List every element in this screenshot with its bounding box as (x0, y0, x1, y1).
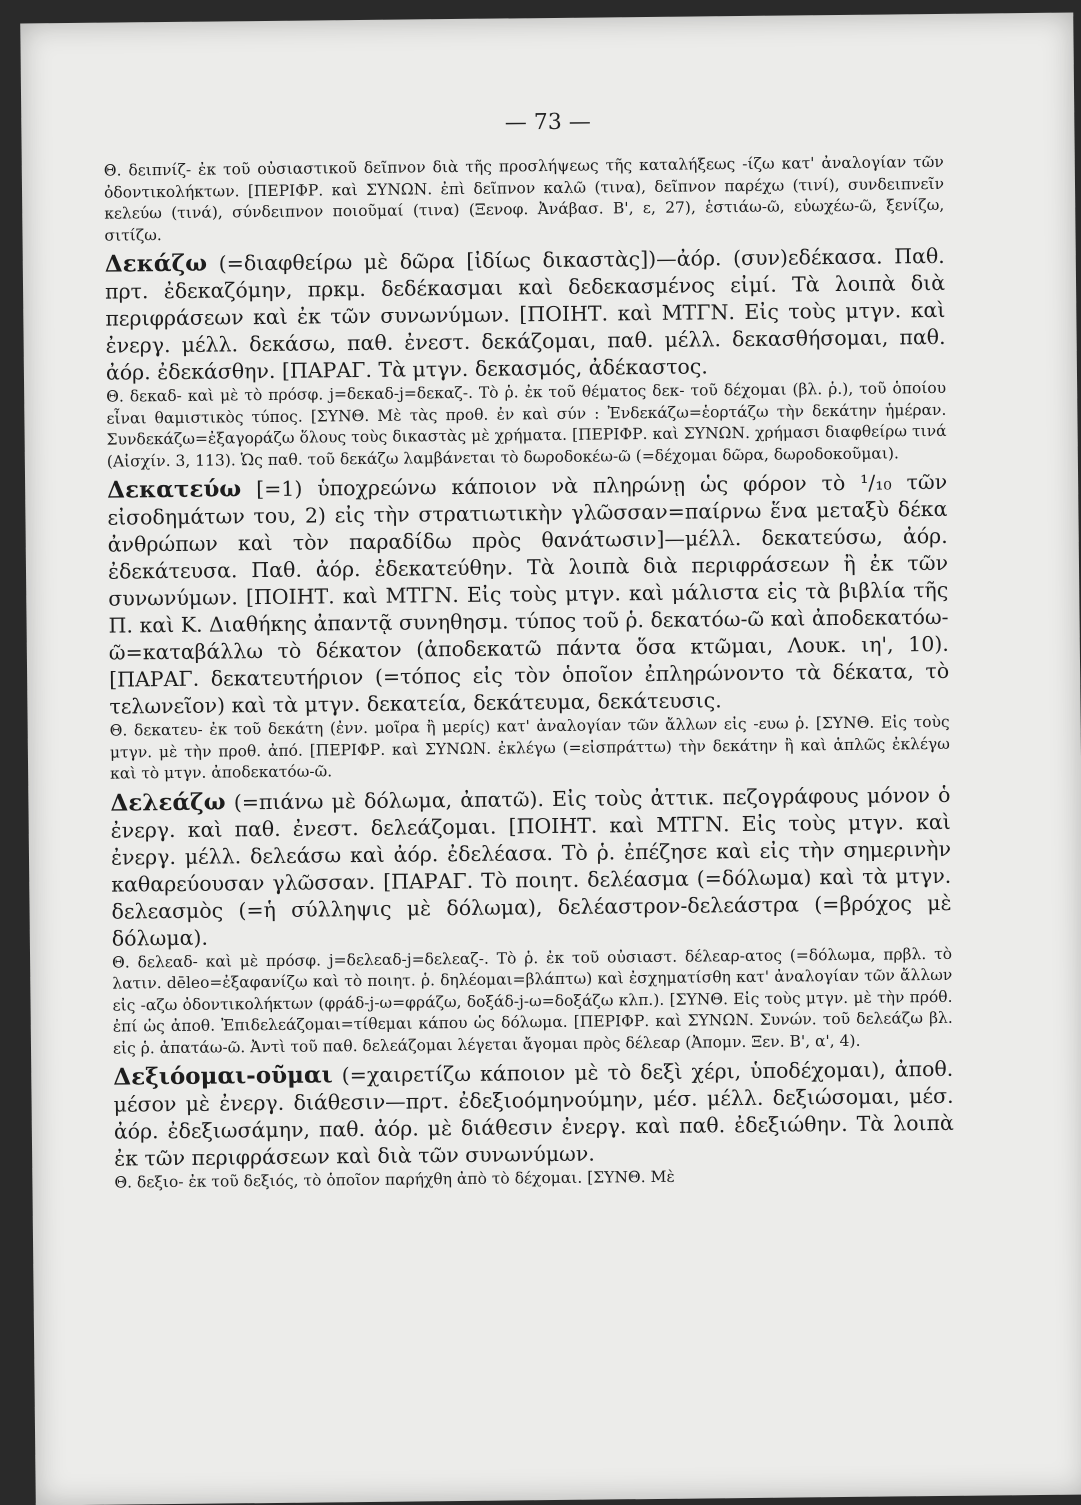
etymology-note-dekazo: Θ. δεκαδ- καὶ μὲ τὸ πρόσφ. j=δεκαδ-j=δεκαζ-. Τὸ ῥ. ἐκ τοῦ θέματος δεκ- τοῦ δέχομαι (βλ. ῥ.), τοῦ ὁποίου εἶναι θαμιστικὸς τύπος. [ΣΥΝΘ. Μὲ τὰς προθ. ἐν καὶ σύν : Ἐνδεκάζω=ἑορτάζω τὴν δεκάτην ἡμέραν. Συνδεκάζω=ἐξαγοράζω ὅλους τοὺς δικαστὰς μὲ χρήματα. [ΠΕΡΙΦΡ. καὶ ΣΥΝΩΝ. χρήμασι διαφθείρω τινά (Αἰσχίν. 3, 113). Ὡς παθ. τοῦ δεκάζω λαμβάνεται τὸ δωροδοκέω-ῶ (=δέχομαι δῶρα, δωροδοκοῦμαι). (106, 378, 947, 471)
entry-deleazo (110, 780, 952, 952)
page-content (104, 152, 955, 1194)
etymology-note-dexioomai: Θ. δεξιο- ἐκ τοῦ δεξιός, τὸ ὁποῖον παρήχθη ἀπὸ τὸ δέχομαι. [ΣΥΝΘ. Μὲ (114, 1167, 675, 1192)
entry-body: [=1) ὑποχρεώνω κάποιον νὰ πληρώνῃ ὡς φόρον τὸ ¹/₁₀ τῶν εἰσοδημάτων του, 2) εἰς τὴν στρατιωτικὴν γλῶσσαν=παίρνω ἕνα μεταξὺ δέκα ἀνθρώπων καὶ τὸν παραδίδω πρὸς θανάτωσιν]—μέλλ. δεκατεύσω, ἀόρ. ἐδεκάτευσα. Παθ. ἀόρ. ἐδεκατεύθην. Τὰ λοιπὰ διὰ περιφράσεων ἢ ἐκ τῶν συνωνύμων. [ΠΟΙΗΤ. καὶ ΜΤΓΝ. Εἰς τοὺς μτγν. καὶ μάλιστα εἰς τὰ βιβλία τῆς Π. καὶ Κ. Διαθήκης ἀπαντᾷ συνηθησμ. τύπος τοῦ ῥ. δεκατόω-ῶ καὶ ἀποδεκατόω-ῶ=καταβάλλω τὸ δέκατον (ἀποδεκατῶ πάντα ὅσα κτῶμαι, Λουκ. ιη', 10). [ΠΑΡΑΓ. δεκατευτήριον (=τόπος εἰς τὸν ὁποῖον ἐπληρώνοντο τὰ δέκατα, τὸ τελωνεῖον) καὶ τὰ μτγν. δεκατεία, δεκάτευμα, δεκάτευσις. (107, 469, 950, 719)
etymology-note-deleazo: Θ. δελεαδ- καὶ μὲ πρόσφ. j=δελεαδ-j=δελεαζ-. Τὸ ῥ. ἐκ τοῦ οὐσιαστ. δέλεαρ-ατος (=δόλωμα, πρβλ. τὸ λατιν. dēleo=ἐξαφανίζω καὶ τὸ ποιητ. ῥ. δηλέομαι=βλάπτω) καὶ ἐσχηματίσθη κατ' ἀναλογίαν τῶν ἄλλων εἰς -αζω ὀδοντικολήκτων (φράδ-j-ω=φράζω, δοξάδ-j-ω=δοξάζω κλπ.). [ΣΥΝΘ. Εἰς τοὺς μτγν. μὲ τὴν πρόθ. ἐπί ὡς ἀποθ. Ἐπιδελεάζομαι=τίθεμαι κάπου ὡς δόλωμα. [ΠΕΡΙΦΡ. καὶ ΣΥΝΩΝ. Συνών. τοῦ δελεάζω βλ. εἰς ῥ. ἀπατάω-ῶ. Ἀντὶ τοῦ παθ. δελεάζομαι λέγεται ἄγομαι πρὸς δέλεαρ (Ἀπομν. Ξεν. Β', α', 4). (112, 944, 953, 1058)
entry-body: (=πιάνω μὲ δόλωμα, ἀπατῶ). Εἰς τοὺς ἀττικ. πεζογράφους μόνον ὁ ἐνεργ. καὶ παθ. ἐνεστ. δελεάζομαι. [ΠΟΙΗΤ. καὶ ΜΤΓΝ. Εἰς τοὺς μτγν. καὶ ἐνεργ. μέλλ. δελεάσω καὶ ἀόρ. ἐδελέασα. Τὸ ῥ. ἐπέζησε καὶ εἰς τὴν σημερινὴν καθαρεύουσαν γλῶσσαν. [ΠΑΡΑΓ. Τὸ ποιητ. δελέασμα (=δόλωμα) καὶ τὰ μτγν. δελεασμὸς (=ἡ σύλληψις μὲ δόλωμα), δελέαστρον-δελεάστρα (=βρόχος μὲ δόλωμα). (110, 782, 952, 951)
entry-dexioomai (113, 1055, 954, 1173)
etymology-note-dekateuo: Θ. δεκατευ- ἐκ τοῦ δεκάτη (ἐνν. μοῖρα ἢ μερίς) κατ' ἀναλογίαν τῶν ἄλλων εἰς -ευω ῥ. [ΣΥΝΘ. Εἰς τοὺς μτγν. μὲ τὴν προθ. ἀπό. [ΠΕΡΙΦΡ. καὶ ΣΥΝΩΝ. ἐκλέγω (=εἰσπράττω) τὴν δεκάτην ἢ καὶ ἁπλῶς ἐκλέγω καὶ τὸ μτγν. ἀποδεκατόω-ῶ. (109, 712, 950, 783)
page-number: — 73 — (504, 109, 591, 136)
etymology-note-deipnizo: Θ. δειπνίζ- ἐκ τοῦ οὐσιαστικοῦ δεῖπνον διὰ τῆς προσλήψεως τῆς καταλήξεως -ίζω κατ' ἀναλογίαν τῶν ὀδοντικολήκτων. [ΠΕΡΙΦΡ. καὶ ΣΥΝΩΝ. ἐπὶ δεῖπνον καλῶ (τινα), δεῖπνον παρέχω (τινί), συνδειπνεῖν κελεύω (τινά), σύνδειπνον ποιοῦμαί (τινα) (Ξενοφ. Ἀνάβασ. Β', ε, 27), ἑστιάω-ῶ, εὐωχέω-ῶ, ξενίζω, σιτίζω. (103, 152, 945, 245)
entry-dekateuo (107, 468, 950, 721)
headword: Δεκάζω (104, 249, 208, 278)
headword: Δεκατεύω (107, 475, 242, 504)
entry-dekazo (105, 242, 946, 387)
entry-body: (=χαιρετίζω κάποιον μὲ τὸ δεξὶ χέρι, ὑποδέχομαι), ἀποθ. μέσον μὲ ἐνεργ. διάθεσιν—πρτ. ἐδεξιοόμηνούμην, μέσ. μέλλ. δεξιώσομαι, μέσ. ἀόρ. ἐδεξιωσάμην, παθ. ἀόρ. μὲ διάθεσιν ἐνεργ. καὶ παθ. ἐδεξιώθην. Τὰ λοιπὰ ἐκ τῶν περιφράσεων καὶ διὰ τῶν συνωνύμων. (113, 1056, 954, 1171)
entry-body: (=διαφθείρω μὲ δῶρα [ἰδίως δικαστὰς])—ἀόρ. (συν)εδέκασα. Παθ. πρτ. ἐδεκαζόμην, πρκμ. δεδέκασμαι καὶ δεδεκασμένος εἰμί. Τὰ λοιπὰ διὰ περιφράσεων καὶ ἐκ τῶν συνωνύμων. [ΠΟΙΗΤ. καὶ ΜΤΓΝ. Εἰς τοὺς μτγν. καὶ ἐνεργ. μέλλ. δεκάσω, παθ. ἐνεστ. δεκάζομαι, παθ. μέλλ. δεκασθήσομαι, παθ. ἀόρ. ἐδεκάσθην. [ΠΑΡΑΓ. Τὰ μτγν. δεκασμός, ἀδέκαστος. (104, 243, 946, 385)
book-page (20, 13, 1081, 1505)
headword: Δεξιόομαι-οῦμαι (113, 1061, 333, 1091)
headword: Δελεάζω (110, 787, 226, 817)
